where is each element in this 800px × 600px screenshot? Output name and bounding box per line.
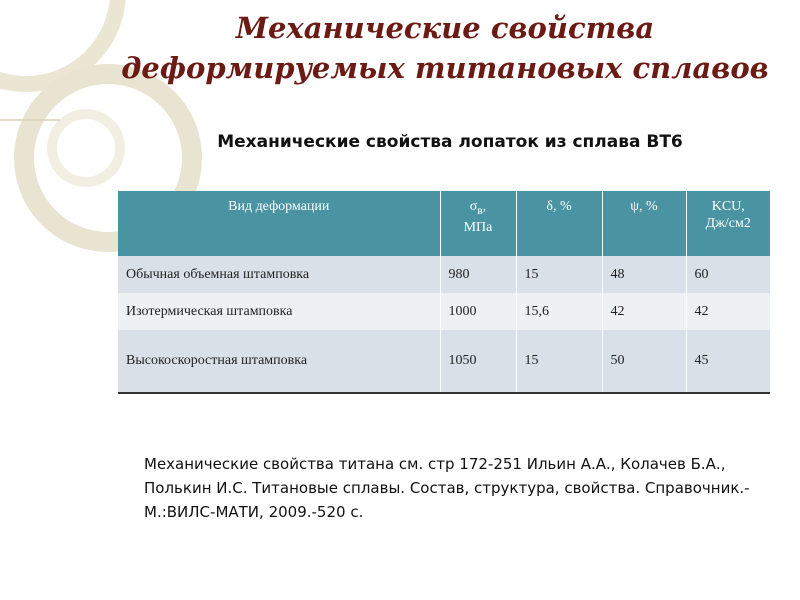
cell-deformation-type: Изотермическая штамповка: [118, 293, 440, 330]
cell-tensile-strength: 1050: [440, 330, 516, 393]
cell-impact-toughness: 45: [686, 330, 770, 393]
page-title: Механические свойства деформируемых титановых сплавов: [121, 11, 769, 85]
header-deformation-type: Вид деформации: [118, 191, 440, 256]
table-row: [118, 256, 770, 293]
cell-elongation: 15,6: [516, 293, 602, 330]
cell-reduction-area: 42: [602, 293, 686, 330]
cell-deformation-type: Обычная объемная штамповка: [118, 256, 440, 293]
cell-impact-toughness: 42: [686, 293, 770, 330]
table-row: [118, 330, 770, 393]
cell-impact-toughness: 60: [686, 256, 770, 293]
header-reduction-area: ψ, %: [602, 191, 686, 256]
table-header-row: [118, 191, 770, 256]
header-impact-toughness: KCU, Дж/см2: [686, 191, 770, 256]
deco-ring-small: [52, 114, 120, 182]
reference-text: Механические свойства титана см. стр 172-251 Ильин А.А., Колачев Б.А., Полькин И.С. Титановые сплавы. Состав, структура, свойства. Справочник.-М.:ВИЛС-МАТИ, 2009.-520 с.: [144, 455, 750, 521]
table-subtitle: Механические свойства лопаток из сплава ВТ6: [217, 132, 683, 152]
properties-table: [118, 191, 770, 394]
cell-tensile-strength: 1000: [440, 293, 516, 330]
table-row: [118, 293, 770, 330]
cell-tensile-strength: 980: [440, 256, 516, 293]
header-tensile-strength: $\sigma_в$, МПа: [440, 191, 516, 256]
cell-reduction-area: 50: [602, 330, 686, 393]
header-elongation: δ, %: [516, 191, 602, 256]
cell-reduction-area: 48: [602, 256, 686, 293]
cell-elongation: 15: [516, 256, 602, 293]
cell-deformation-type: Высокоскоростная штамповка: [118, 330, 440, 393]
cell-elongation: 15: [516, 330, 602, 393]
